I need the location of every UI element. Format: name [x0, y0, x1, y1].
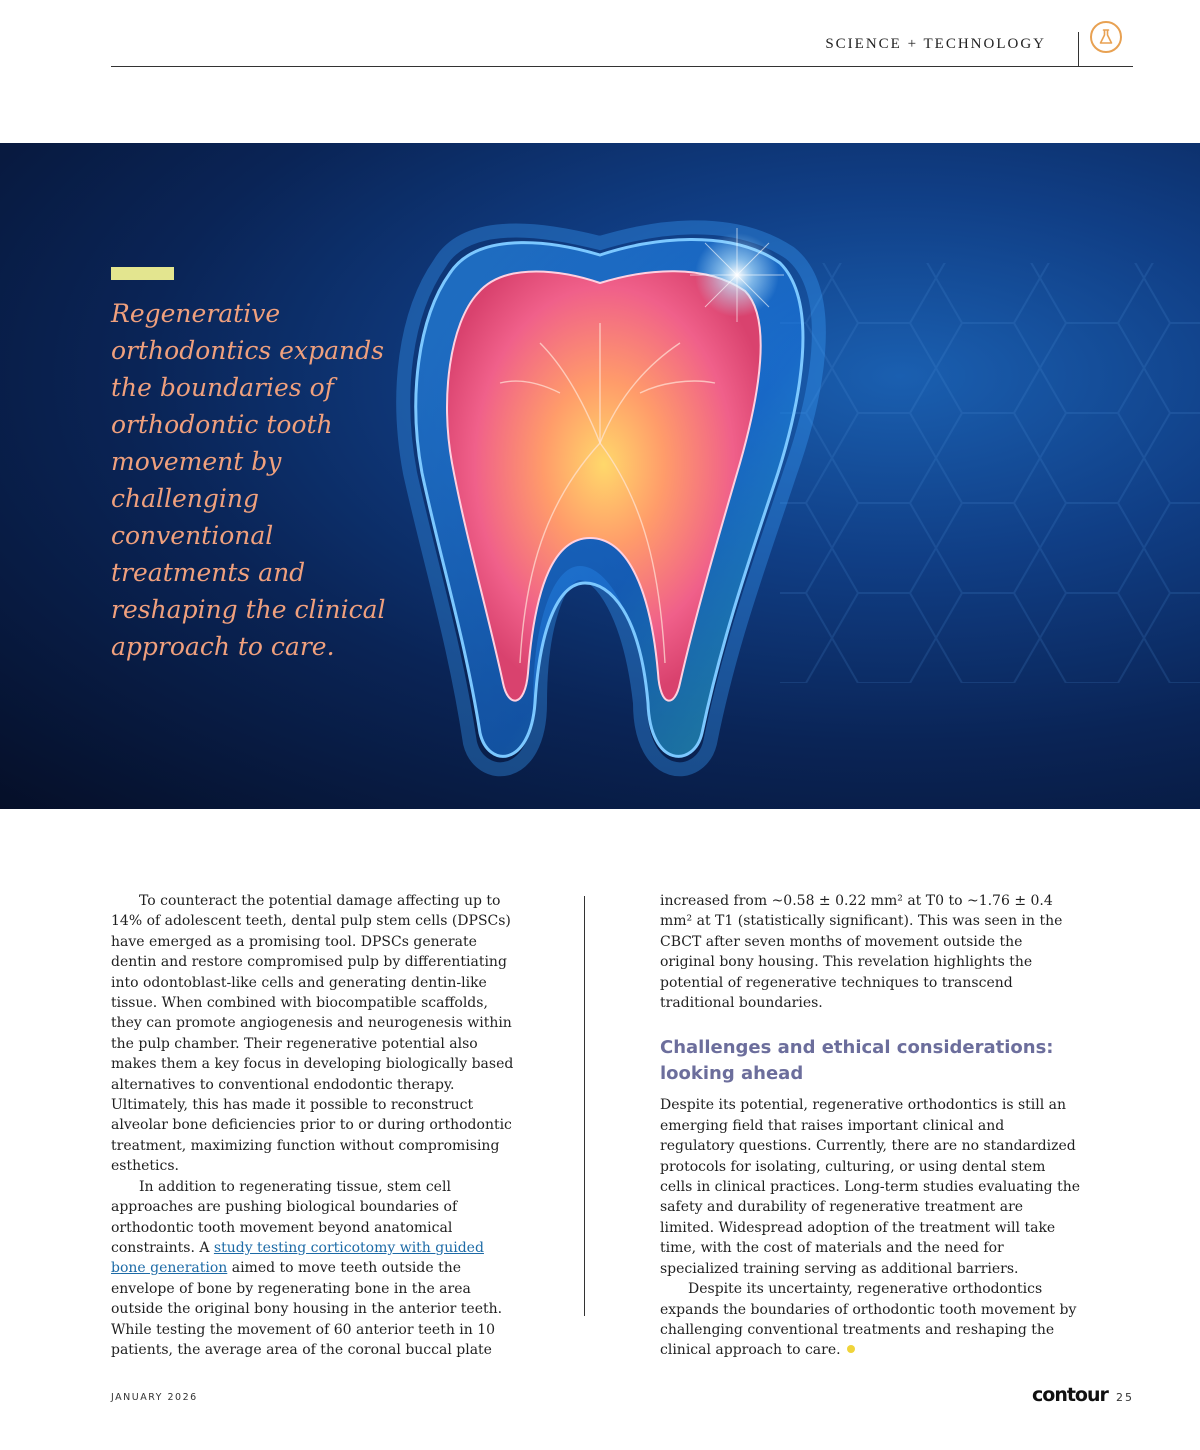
paragraph-text: aimed to move teeth outside the envelope of bone by regenerating bone in the area outside the original bony housing in the anterior teeth. While testing the movement of 60 anterior teeth in 10 patients, the average area of the coronal buccal plate	[111, 1260, 503, 1358]
article-paragraph	[660, 1279, 1080, 1361]
article-paragraph: To counteract the potential damage affecting up to 14% of adolescent teeth, dental pulp stem cells (DPSCs) have emerged as a promising tool. DPSCs generate dentin and restore compromised pulp by differentiating into odontoblast-like cells and generating dentin-like tissue. When combined with biocompatible scaffolds, they can promote angiogenesis and neurogenesis within the pulp chamber. Their regenerative potential also makes them a key focus in developing biologically based alternatives to conventional endodontic therapy. Ultimately, this has made it possible to reconstruct alveolar bone deficiencies prior to or during orthodontic treatment, maximizing function without compromising esthetics.	[111, 893, 514, 1175]
page-header	[0, 0, 1200, 70]
brand-logo: contour	[1032, 1384, 1108, 1406]
flask-icon	[1097, 28, 1115, 46]
paragraph-text: In addition to regenerating tissue, stem cell approaches are pushing biological boundaries of orthodontic tooth movement beyond anatomical constraints. A	[111, 1178, 458, 1256]
article-paragraph: increased from ~0.58 ± 0.22 mm² at T0 to ~1.76 ± 0.4 mm² at T1 (statistically significant). This was seen in the CBCT after seven months of movement outside the original bony housing. This revelation highlights the potential of regenerative techniques to transcend traditional boundaries.	[660, 893, 1063, 1012]
end-mark-icon	[847, 1345, 855, 1353]
article-column-left	[111, 891, 516, 1360]
article-paragraph	[111, 1177, 516, 1361]
quote-accent-bar	[111, 267, 174, 280]
article-column-right	[660, 891, 1080, 1361]
paragraph-text: Despite its uncertainty, regenerative orthodontics expands the boundaries of orthodontic tooth movement by challenging conventional treatments and reshaping the clinical approach to care.	[660, 1281, 1077, 1359]
header-divider	[1078, 32, 1079, 67]
pull-quote: Regenerative orthodontics expands the boundaries of orthodontic tooth movement by challenging conventional treatments and reshaping the clinical approach to care.	[111, 299, 386, 661]
section-label: SCIENCE + TECHNOLOGY	[825, 36, 1046, 52]
study-link[interactable]: study testing corticotomy with guided bone generation	[111, 1239, 484, 1277]
page-number: 25	[1116, 1391, 1134, 1404]
header-rule	[111, 66, 1133, 67]
section-badge	[1090, 21, 1122, 53]
column-divider	[584, 896, 585, 1316]
hero-banner	[0, 143, 1200, 809]
article-paragraph: Despite its potential, regenerative orthodontics is still an emerging field that raises important clinical and regulatory questions. Currently, there are no standardized protocols for isolating, culturing, or using dental stem cells in clinical practices. Long-term studies evaluating the safety and durability of regenerative treatment are limited. Widespread adoption of the treatment will take time, with the cost of materials and the need for specialized training serving as additional barriers.	[660, 1097, 1081, 1277]
footer-date: JANUARY 2026	[111, 1392, 198, 1403]
section-subhead: Challenges and ethical considerations: looking ahead	[660, 1037, 1054, 1085]
